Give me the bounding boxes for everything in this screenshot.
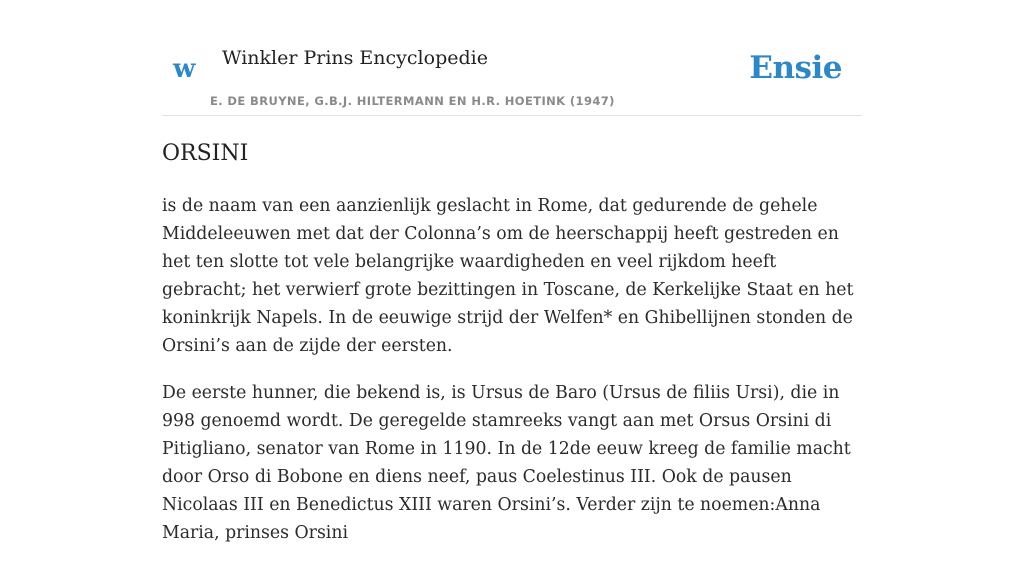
publication-logo[interactable]: w xyxy=(173,54,196,84)
publication-authors: E. DE BRUYNE, G.B.J. HILTERMANN EN H.R. HOETINK (1947) xyxy=(210,94,615,108)
ensie-brand-link[interactable]: Ensie xyxy=(749,50,842,86)
site-header xyxy=(162,40,862,116)
article-title: ORSINI xyxy=(162,141,249,166)
publication-title[interactable]: Winkler Prins Encyclopedie xyxy=(222,47,488,69)
article-body xyxy=(162,192,864,566)
article-paragraph: is de naam van een aanzienlijk geslacht in Rome, dat gedurende de gehele Middeleeuwen met dat der Colonna’s om de heerschappij heeft gestreden en het ten slotte tot vele belangrijke waardigheden en veel rijkdom heeft gebracht; het verwierf grote bezittingen in Toscane, de Kerkelijke Staat en het koninkrijk Napels. In de eeuwige strijd der Welfen* en Ghibellijnen stonden de Orsini’s aan de zijde der eersten. xyxy=(162,196,854,356)
article-paragraph: De eerste hunner, die bekend is, is Ursus de Baro (Ursus de filiis Ursi), die in 998 genoemd wordt. De geregelde stamreeks vangt aan met Orsus Orsini di Pitigliano, senator van Rome in 1190. In de 12de eeuw kreeg de familie macht door Orso di Bobone en diens neef, paus Coelestinus III. Ook de pausen Nicolaas III en Benedictus XIII waren Orsini’s. Verder zijn te noemen:Anna Maria, prinses Orsini xyxy=(162,383,851,543)
